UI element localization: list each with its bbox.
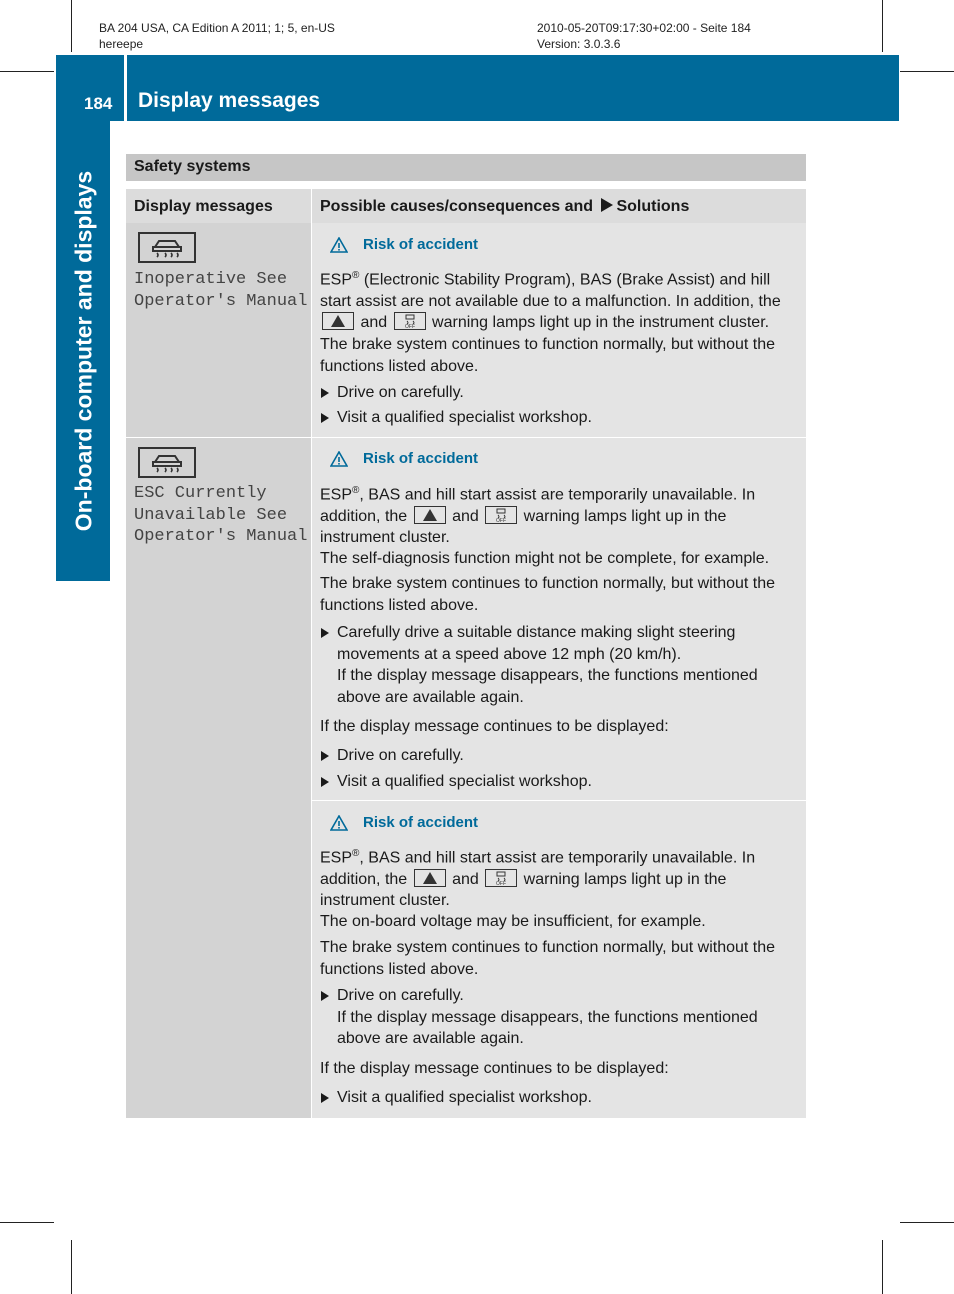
paragraph-text: warning lamps light up in the instrument cluster.: [320, 507, 727, 547]
esp-lamp-icon: [414, 506, 446, 524]
action-text: Visit a qualified specialist workshop.: [337, 773, 592, 790]
esp-label: ESP: [320, 486, 353, 504]
display-message-column: [126, 223, 311, 1118]
warning-triangle-icon: [330, 815, 348, 831]
display-message-text: Inoperative See Operator's Manual: [134, 270, 308, 311]
action-text: Drive on carefully.: [337, 384, 464, 401]
paragraph: [320, 843, 802, 912]
paragraph-text: warning lamps light up in the instrument cluster.: [320, 870, 727, 910]
crop-mark: [900, 1222, 954, 1223]
action-text: Drive on carefully.: [337, 987, 464, 1004]
action-text: Drive on carefully.: [337, 747, 464, 764]
paragraph: [320, 480, 802, 549]
solution-arrow-icon: [600, 198, 613, 212]
paragraph: [320, 265, 802, 334]
crop-mark: [882, 0, 883, 52]
esp-lamp-icon: [322, 312, 354, 330]
print-meta-right: [537, 20, 751, 52]
bullet-arrow-icon: [321, 751, 329, 761]
action-text: Visit a qualified specialist workshop.: [337, 409, 592, 426]
chapter-title: Display messages: [138, 89, 321, 112]
esp-off-lamp-icon: [485, 869, 517, 887]
paragraph-text: warning lamps light up in the instrument cluster.: [427, 314, 770, 332]
registered-mark: ®: [352, 485, 360, 496]
paragraph: The self-diagnosis function might not be complete, for example.: [320, 550, 770, 567]
bullet-arrow-icon: [321, 1093, 329, 1103]
bullet-arrow-icon: [321, 388, 329, 398]
warning-heading: [330, 450, 478, 467]
crop-mark: [882, 1240, 883, 1294]
bullet-arrow-icon: [321, 777, 329, 787]
svg-text:OFF: OFF: [496, 517, 507, 523]
action-result-text: If the display message disappears, the functions mentioned above are available again.: [337, 1008, 758, 1047]
paragraph: If the display message continues to be displayed:: [320, 718, 669, 735]
warning-text: Risk of accident: [363, 236, 479, 253]
warning-triangle-icon: [330, 451, 348, 467]
display-message-text: ESC Currently Unavailable See Operator's Manual: [134, 484, 308, 546]
meta-version: Version: 3.0.3.6: [537, 37, 621, 51]
paragraph: The brake system continues to function normally, but without the functions listed above.: [320, 575, 776, 614]
column-header-suffix: Solutions: [616, 198, 690, 215]
bullet-arrow-icon: [321, 628, 329, 638]
paragraph-text: and: [356, 314, 392, 332]
row-divider: [126, 437, 806, 438]
paragraph-text: , BAS and hill start assist are temporarily unavailable. In addition, the: [320, 849, 756, 888]
crop-mark: [0, 1222, 54, 1223]
action-item: [320, 407, 802, 429]
warning-text: Risk of accident: [363, 814, 479, 831]
esp-label: ESP: [320, 271, 353, 289]
paragraph-text: and: [447, 507, 484, 525]
action-result-text: If the display message disappears, the functions mentioned above are available again.: [337, 667, 758, 706]
action-item: [320, 382, 802, 404]
bullet-arrow-icon: [321, 991, 329, 1001]
column-header-label: [320, 198, 689, 216]
svg-text:OFF: OFF: [404, 324, 415, 330]
crop-mark: [71, 0, 72, 52]
column-header-label-text: Possible causes/consequences and: [320, 198, 594, 215]
section-title: [126, 154, 806, 181]
warning-heading: [330, 236, 478, 253]
registered-mark: ®: [352, 848, 360, 859]
block-divider: [312, 800, 806, 801]
column-header-display-messages: [126, 189, 311, 223]
paragraph-text: and: [447, 870, 484, 888]
meta-author: hereepe: [99, 37, 144, 51]
warning-text: Risk of accident: [363, 450, 479, 467]
esp-skid-icon: [138, 232, 196, 263]
section-title-text: Safety systems: [134, 158, 251, 175]
esp-lamp-icon: [414, 869, 446, 887]
warning-triangle-icon: [330, 237, 348, 253]
bullet-arrow-icon: [321, 413, 329, 423]
action-item: [320, 985, 802, 1050]
paragraph: The brake system continues to function normally, but without the functions listed above.: [320, 336, 776, 375]
esp-off-lamp-icon: [394, 312, 426, 330]
paragraph-text: , BAS and hill start assist are temporarily unavailable. In addition, the: [320, 486, 756, 525]
registered-mark: ®: [352, 270, 360, 281]
crop-mark: [900, 71, 954, 72]
column-header-causes-solutions: [312, 189, 806, 223]
action-text: Visit a qualified specialist workshop.: [337, 1089, 592, 1106]
paragraph: The on-board voltage may be insufficient, for example.: [320, 913, 706, 930]
action-item: [320, 771, 802, 793]
warning-heading: [330, 814, 478, 831]
paragraph: If the display message continues to be displayed:: [320, 1060, 669, 1077]
action-item: [320, 1087, 802, 1109]
svg-text:OFF: OFF: [496, 880, 507, 886]
esp-skid-icon: [138, 447, 196, 478]
crop-mark: [0, 71, 54, 72]
action-item: [320, 622, 802, 708]
page-number: 184: [84, 94, 113, 113]
paragraph: The brake system continues to function normally, but without the functions listed above.: [320, 939, 776, 978]
paragraph-text: (Electronic Stability Program), BAS (Brake Assist) and hill start assist are not available due to a malfunction. In addition, the: [320, 271, 781, 310]
esp-label: ESP: [320, 849, 353, 867]
meta-timestamp: 2010-05-20T09:17:30+02:00 - Seite 184: [537, 21, 751, 35]
action-item: [320, 745, 802, 767]
print-meta-left: [99, 20, 335, 52]
header-separator: [124, 55, 127, 121]
column-header-label: Display messages: [134, 198, 273, 215]
esp-off-lamp-icon: [485, 506, 517, 524]
meta-edition: BA 204 USA, CA Edition A 2011; 1; 5, en-US: [99, 21, 335, 35]
crop-mark: [71, 1240, 72, 1294]
action-text: Carefully drive a suitable distance making slight steering movements at a speed above 12 mph (20 km/h).: [337, 624, 736, 663]
side-tab-label: On-board computer and displays: [70, 170, 97, 532]
